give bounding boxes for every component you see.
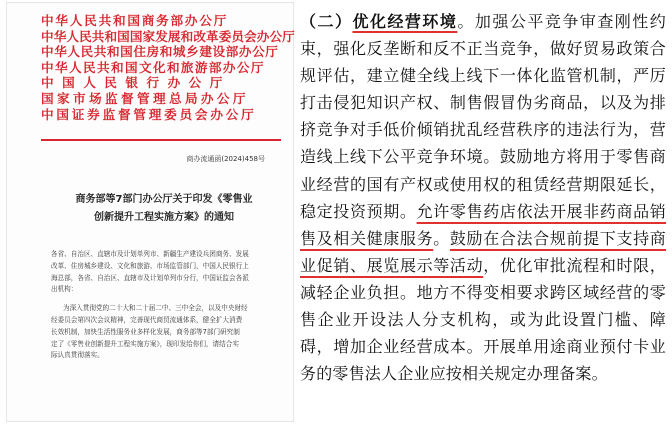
document-number: 商办流通函(2024)458号 [186,155,265,163]
agency-line: 中华人民共和国国家发展和改革委员会办公厅 [41,28,295,44]
agency-line: 中华人民共和国文化和旅游部办公厅 [41,59,265,75]
section-title: 优化经营环境 [352,12,458,31]
excerpt-text: 。 [433,228,450,248]
body-line: 海总部，各省、自治区、直辖市及计划单列市分行，中国证监会各派 [51,273,249,282]
body-line: 出机构： [51,285,78,294]
body-line: 定了《零售业创新提升工程实施方案》，现印发给你们，请结合实 [51,339,239,348]
body-line: 长效机制，加快生活性服务业多样化发展，商务部等7部门研究制 [51,327,240,336]
official-document-image [6,2,294,422]
document-title [51,191,277,227]
body-line: 际认真贯彻落实。 [51,351,104,360]
excerpt-text: ，优化审批流程和时限，减轻企业负担。地方不得变相要求跨区域经营的零售企业开设法人分支机构，或为此设置门槛、障碍，增加企业经营成本。开展单用途商业预付卡业务的零售法人企业应按相关规定办理备案。 [300,255,667,384]
document-title-line: 创新提升工程实施方案》的通知 [94,212,234,223]
policy-excerpt [300,8,666,387]
body-line: 为深入贯彻党的二十大和二十届二中、三中全会，以及中央财经 [63,304,248,313]
section-number: （二） [300,12,353,31]
agency-line: 中国人民银行办公厅 [41,75,231,91]
document-body [51,249,283,362]
agency-line: 中华人民共和国商务部办公厅 [41,13,229,28]
body-line: 改革、住房城乡建设、文化和旅游、市场监管部门，中国人民银行上 [51,261,249,270]
excerpt-text: 。加强公平竞争审查刚性约束，强化反垄断和反不正当竞争，做好贸易政策合规评估，建立健全线上线下一体化监管机制，严厉打击侵犯知识产权、制售假冒伪劣商品，以及为排挤竞争对手低价倾销扰乱经营秩序的违法行为，营造线上线下公平竞争环境。鼓励地方将用于零售商业经营的国有产权或使用权的租赁经营期限延长，稳定投资预期。 [300,12,666,221]
agency-line: 国家市场监督管理总局办公厅 [41,90,249,106]
underlined-clause-pharmacy: 允许零售药店依法开展非药商品销售及相关健康服务 [300,201,666,248]
document-title-line: 商务部等7部门办公厅关于印发《零售业 [75,194,253,205]
agency-line: 中华人民共和国住房和城乡建设部办公厅 [41,44,279,60]
excerpt-paragraph [300,8,666,387]
agency-line: 中国证券监督管理委员会办公厅 [41,106,257,122]
body-line: 各省、自治区、直辖市及计划单列市、新疆生产建设兵团商务、发展 [51,250,249,258]
red-separator-line [41,139,281,141]
body-line: 经委员会第四次会议精神，完善现代商贸流通体系，健全扩大消费 [51,315,243,324]
underlined-clause-promotion: 鼓励在合法合规前提下支持商业促销、展览展示等活动 [300,228,666,275]
issuing-agencies-header [41,13,295,122]
